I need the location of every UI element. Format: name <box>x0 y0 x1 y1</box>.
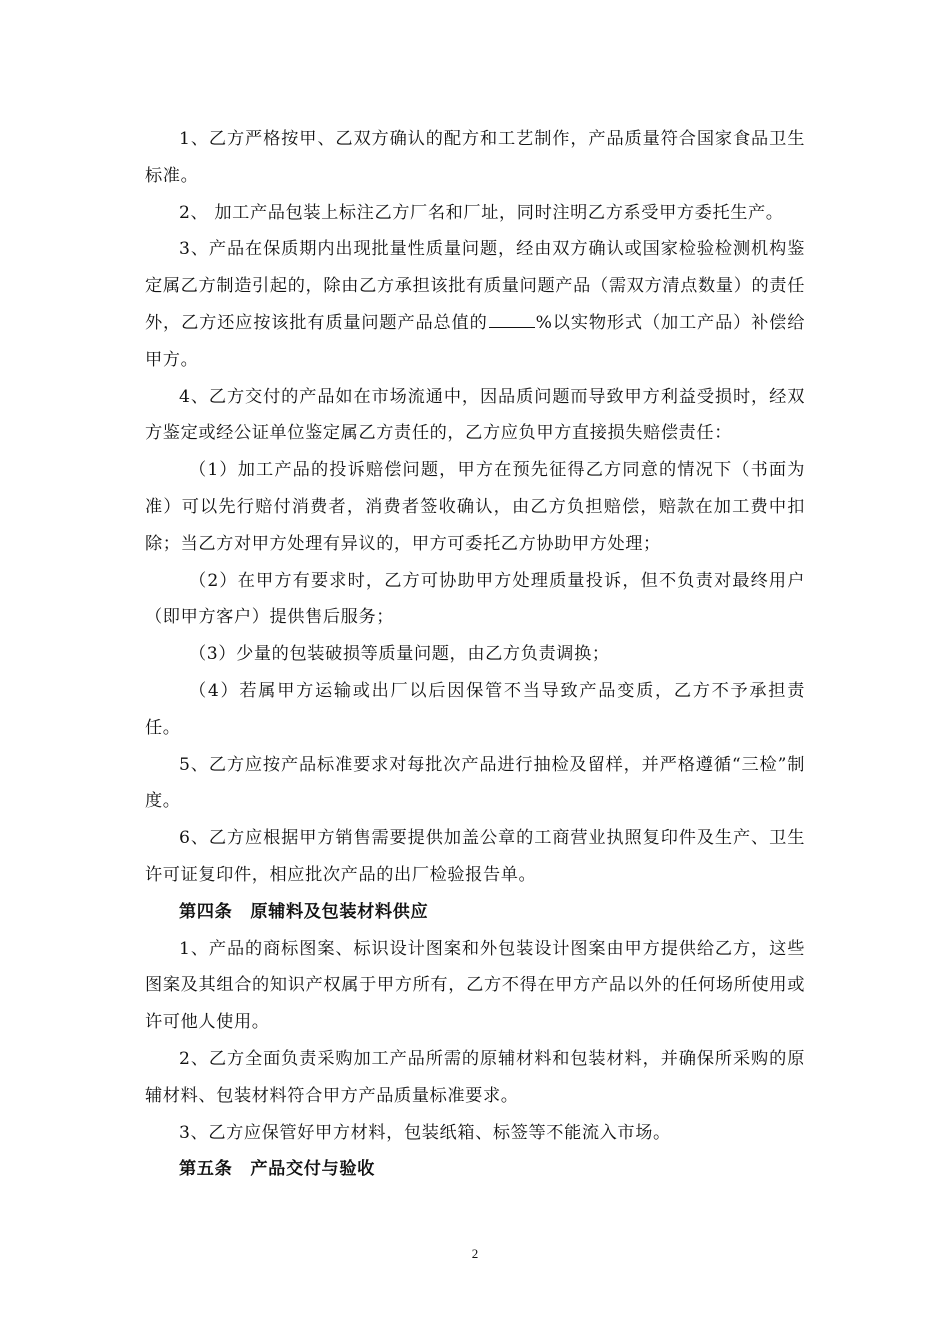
page-number: 2 <box>471 1246 479 1261</box>
quality-clause-2: 2、 加工产品包装上标注乙方厂名和厂址，同时注明乙方系受甲方委托生产。 <box>179 202 784 223</box>
clause-4-item-1: （1）加工产品的投诉赔偿问题，甲方在预先征得乙方同意的情况下（书面为准）可以先行赔付消费者，消费者签收确认，由乙方负担赔偿，赔款在加工费中扣除；当乙方对甲方处理有异议的，甲方可委托乙方协助甲方处理； <box>145 460 805 554</box>
fill-in-blank <box>489 313 535 328</box>
article-4-item-2: 2、乙方全面负责采购加工产品所需的原辅材料和包装材料，并确保所采购的原辅材料、包装材料符合甲方产品质量标准要求。 <box>145 1048 805 1106</box>
article-5-number: 第五条 <box>179 1159 233 1180</box>
article-4-item-3: 3、乙方应保管好甲方材料，包装纸箱、标签等不能流入市场。 <box>179 1122 671 1143</box>
clause-4-item-4: （4）若属甲方运输或出厂以后因保管不当导致产品变质，乙方不予承担责任。 <box>145 680 805 738</box>
quality-clause-1: 1、乙方严格按甲、乙双方确认的配方和工艺制作，产品质量符合国家食品卫生标准。 <box>145 129 805 186</box>
article-5-heading <box>145 1151 805 1188</box>
clause-4-item-3: （3）少量的包装破损等质量问题，由乙方负责调换； <box>189 644 610 665</box>
document-body <box>145 121 805 1188</box>
article-4-title: 原辅料及包装材料供应 <box>250 901 429 922</box>
quality-clause-3 <box>145 231 805 378</box>
quality-clause-4: 4、乙方交付的产品如在市场流通中，因品质问题而导致甲方利益受损时，经双方鉴定或经公证单位鉴定属乙方责任的，乙方应负甲方直接损失赔偿责任： <box>145 386 805 444</box>
article-4-item-1: 1、产品的商标图案、标识设计图案和外包装设计图案由甲方提供给乙方，这些图案及其组合的知识产权属于甲方所有，乙方不得在甲方产品以外的任何场所使用或许可他人使用。 <box>145 938 805 1033</box>
article-5-title: 产品交付与验收 <box>250 1159 375 1180</box>
quality-clause-6: 6、乙方应根据甲方销售需要提供加盖公章的工商营业执照复印件及生产、卫生许可证复印件，相应批次产品的出厂检验报告单。 <box>145 828 805 885</box>
article-4-number: 第四条 <box>179 901 233 922</box>
clause-4-item-2: （2）在甲方有要求时，乙方可协助甲方处理质量投诉，但不负责对最终用户（即甲方客户）提供售后服务； <box>145 570 805 628</box>
clause-3-text-before-blank: 3、产品在保质期内出现批量性质量问题，经由双方确认或国家检验检测机构鉴定属乙方制造引起的，除由乙方承担该批有质量问题产品（需双方清点数量）的责任外，乙方还应按该批有质量问题产品总值的 <box>145 239 805 333</box>
quality-clause-5: 5、乙方应按产品标准要求对每批次产品进行抽检及留样，并严格遵循“三检”制度。 <box>145 754 805 812</box>
article-4-heading <box>145 894 805 931</box>
clause-3-text-after-blank: %以实物形式（加工产品）补偿给甲方。 <box>145 312 805 370</box>
